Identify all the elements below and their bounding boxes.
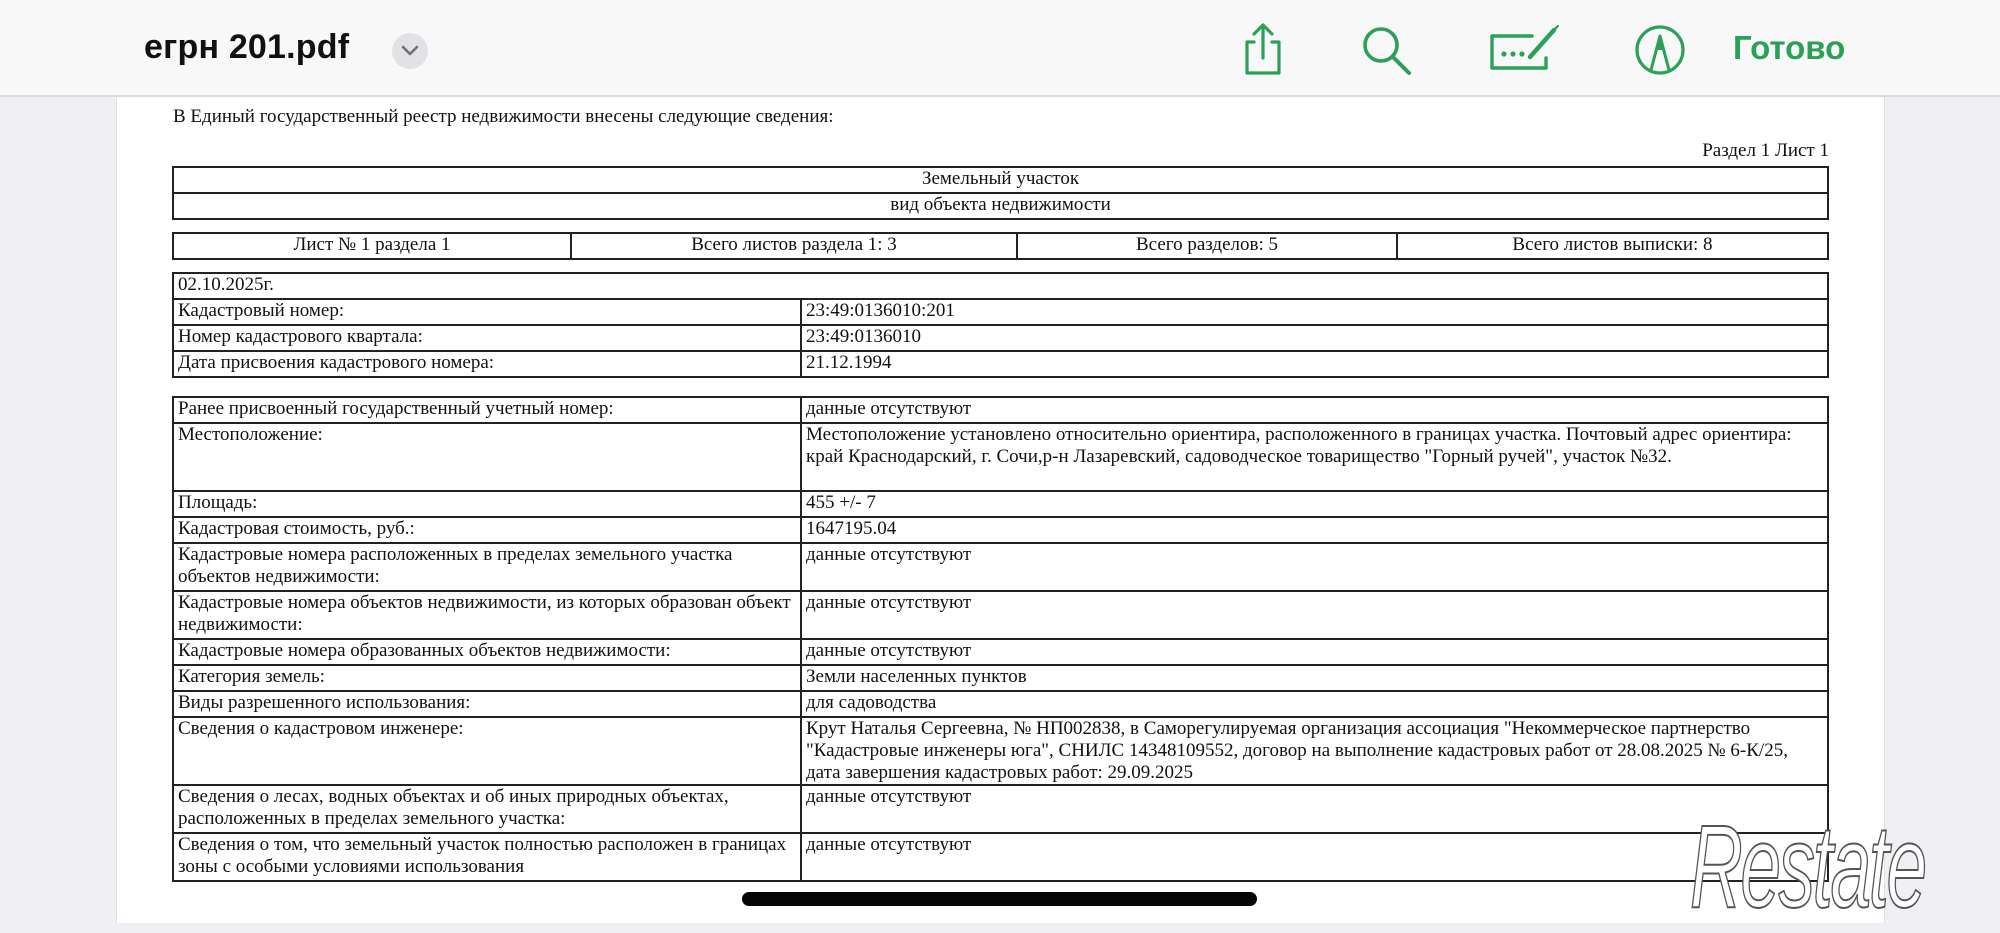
permitted-use: для садоводства (801, 691, 1828, 717)
top-toolbar (0, 0, 2000, 97)
markup-icon (1634, 24, 1686, 76)
table-row (173, 665, 1828, 691)
row-label: Местоположение: (173, 423, 801, 491)
table-row (173, 833, 1828, 881)
done-button[interactable]: Готово (1733, 29, 1846, 66)
sheet-info-table (172, 232, 1829, 260)
home-indicator[interactable] (742, 892, 1257, 906)
cadastral-number: 23:49:0136010:201 (801, 299, 1828, 325)
search-icon (1360, 24, 1414, 78)
table-row (173, 591, 1828, 639)
row-label: Кадастровые номера объектов недвижимости, из которых образован объект недвижимости: (173, 591, 801, 639)
extract-date: 02.10.2025г. (173, 273, 1828, 299)
land-category: Земли населенных пунктов (801, 665, 1828, 691)
row-label: Кадастровые номера образованных объектов недвижимости: (173, 639, 801, 665)
document-title[interactable]: егрн 201.pdf (144, 28, 350, 66)
object-type-table (172, 166, 1829, 220)
engineer-value: Крут Наталья Сергеевна, № НП002838, в Саморегулируемая организация ассоциация "Некоммерческое партнерство "Кадастровые инженеры юга", СНИЛС 14348109552, договор на выполнение кадастровых работ от 28.08.2025 № 6-К/25, дата завершения кадастровых работ: 29.09.2025 (801, 717, 1828, 785)
table-row (173, 691, 1828, 717)
row-label: Кадастровая стоимость, руб.: (173, 517, 801, 543)
viewer-margin-right (1884, 97, 2000, 923)
location-value: Местоположение установлено относительно ориентира, расположенного в границах участка. Почтовый адрес ориентира: край Краснодарский, г. Сочи,р-н Лазаревский, садоводческое товарищество "Горный ручей", участок №32. (801, 423, 1828, 491)
row-label: Ранее присвоенный государственный учетный номер: (173, 397, 801, 423)
row-label: Виды разрешенного использования: (173, 691, 801, 717)
row-value: данные отсутствуют (801, 397, 1828, 423)
extract-sheets-total: Всего листов выписки: 8 (1397, 233, 1828, 259)
row-value: данные отсутствуют (801, 591, 1828, 639)
watermark-logo: Restate (1690, 801, 1925, 933)
section-sheet-label: Раздел 1 Лист 1 (1702, 140, 1829, 161)
row-label: Дата присвоения кадастрового номера: (173, 351, 801, 377)
share-button[interactable] (1240, 22, 1286, 83)
share-icon (1240, 22, 1286, 78)
assignment-date: 21.12.1994 (801, 351, 1828, 377)
search-button[interactable] (1360, 24, 1414, 83)
table-row (173, 423, 1828, 491)
row-label: Категория земель: (173, 665, 801, 691)
chevron-down-icon (401, 45, 419, 57)
table-row (173, 491, 1828, 517)
section-sheets-total: Всего листов раздела 1: 3 (571, 233, 1017, 259)
intro-text: В Единый государственный реестр недвижимости внесены следующие сведения: (173, 106, 834, 127)
signature-button[interactable] (1488, 24, 1562, 79)
table-row (173, 351, 1828, 377)
table-row (173, 543, 1828, 591)
markup-button[interactable] (1634, 24, 1686, 81)
table-row (173, 299, 1828, 325)
row-label: Сведения о кадастровом инженере: (173, 717, 801, 785)
cadastral-quarter: 23:49:0136010 (801, 325, 1828, 351)
table-row (173, 397, 1828, 423)
area-value: 455 +/- 7 (801, 491, 1828, 517)
row-value: данные отсутствуют (801, 833, 1828, 881)
table-row (173, 517, 1828, 543)
row-label: Номер кадастрового квартала: (173, 325, 801, 351)
cadastral-value: 1647195.04 (801, 517, 1828, 543)
title-menu-button[interactable] (392, 33, 428, 69)
row-value: данные отсутствуют (801, 543, 1828, 591)
row-label: Сведения о том, что земельный участок полностью расположен в границах зоны с особыми условиями использования (173, 833, 801, 881)
object-type: Земельный участок (173, 167, 1828, 193)
table-row (173, 785, 1828, 833)
row-label: Сведения о лесах, водных объектах и об иных природных объектах, расположенных в пределах земельного участка: (173, 785, 801, 833)
row-label: Кадастровые номера расположенных в пределах земельного участка объектов недвижимости: (173, 543, 801, 591)
sections-total: Всего разделов: 5 (1017, 233, 1397, 259)
row-value: данные отсутствуют (801, 785, 1828, 833)
row-label: Площадь: (173, 491, 801, 517)
signature-icon (1488, 24, 1562, 74)
row-label: Кадастровый номер: (173, 299, 801, 325)
basic-info-table (172, 272, 1829, 378)
object-type-caption: вид объекта недвижимости (173, 193, 1828, 219)
sheet-number: Лист № 1 раздела 1 (173, 233, 571, 259)
table-row (173, 717, 1828, 785)
table-row (173, 639, 1828, 665)
row-value: данные отсутствуют (801, 639, 1828, 665)
table-row (173, 325, 1828, 351)
pdf-page[interactable] (117, 97, 1884, 923)
details-table (172, 396, 1829, 882)
viewer-margin-left (0, 97, 117, 923)
